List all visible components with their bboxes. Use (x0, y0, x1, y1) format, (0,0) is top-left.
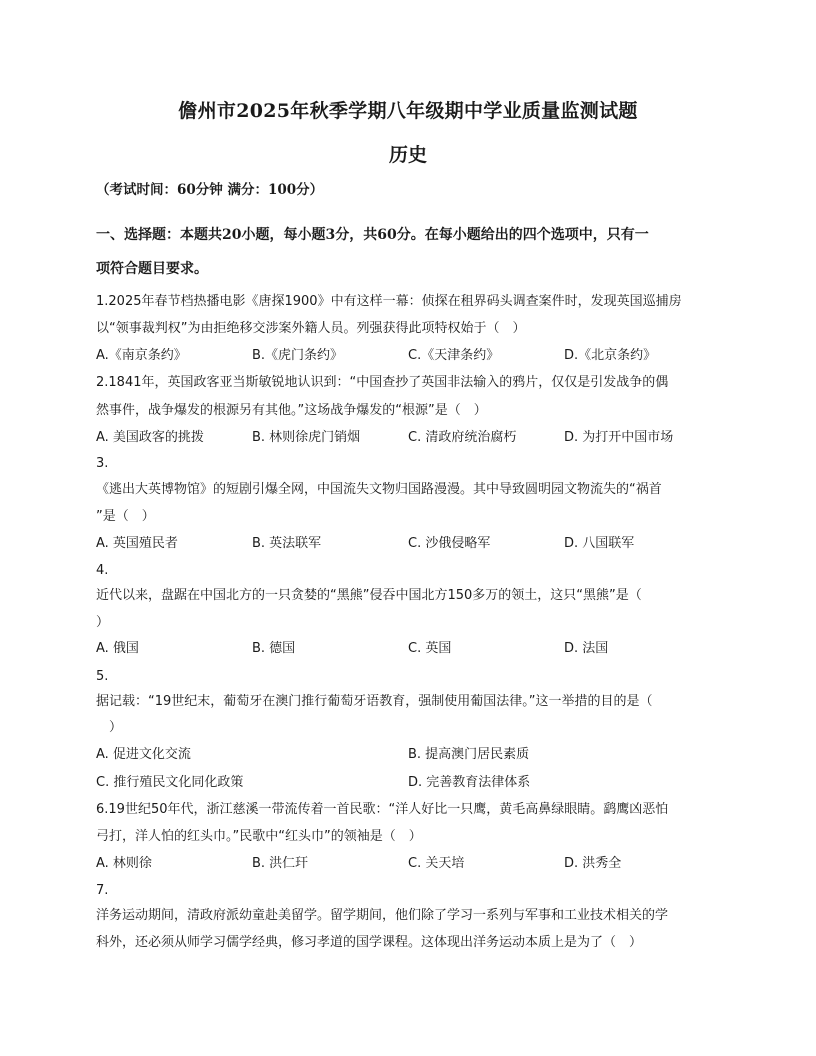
q2-option-c: C. 清政府统治腐朽 (408, 430, 517, 445)
q6-stem-line2: 弓打，洋人怕的红头巾。”民歌中“红头巾”的领袖是（ ） (96, 829, 422, 844)
exam-info: （考试时间：60分钟 满分：100分） (96, 182, 324, 198)
q2-option-b: B. 林则徐虎门销烟 (252, 430, 361, 445)
q5-number: 5. (96, 669, 109, 684)
q4-option-d: D. 法国 (564, 641, 609, 656)
q6-option-b: B. 洪仁玕 (252, 856, 309, 871)
q6-option-a: A. 林则徐 (96, 856, 152, 871)
section-heading-line2: 项符合题目要求。 (96, 261, 208, 277)
q3-option-a: A. 英国殖民者 (96, 536, 178, 551)
q3-number: 3. (96, 456, 109, 471)
q6-options (96, 855, 736, 873)
q1-options (96, 347, 736, 365)
exam-title: 儋州市2025年秋季学期八年级期中学业质量监测试题 (178, 100, 638, 122)
q4-number: 4. (96, 563, 109, 578)
q1-option-c: C.《天津条约》 (408, 348, 500, 363)
q7-stem-line2: 科外，还必须从师学习儒学经典，修习孝道的国学课程。这体现出洋务运动本质上是为了（ ） (96, 935, 643, 950)
q4-stem-line2: ） (96, 615, 110, 630)
q1-option-a: A.《南京条约》 (96, 348, 187, 363)
q3-option-c: C. 沙俄侵略军 (408, 536, 491, 551)
q1-option-d: D.《北京条约》 (564, 348, 657, 363)
q3-stem-line2: ”是（ ） (96, 509, 155, 524)
exam-subject: 历史 (388, 144, 427, 166)
q4-option-b: B. 德国 (252, 641, 296, 656)
q5-options-row1 (96, 746, 736, 764)
q5-option-b: B. 提高澳门居民素质 (408, 747, 530, 762)
q3-options (96, 535, 736, 553)
q1-option-b: B.《虎门条约》 (252, 348, 344, 363)
q5-option-d: D. 完善教育法律体系 (408, 775, 531, 790)
q4-option-c: C. 英国 (408, 641, 452, 656)
q3-option-d: D. 八国联军 (564, 536, 635, 551)
q1-stem-line2: 以“领事裁判权”为由拒绝移交涉案外籍人员。列强获得此项特权始于（ ） (96, 321, 526, 336)
q5-options-row2 (96, 774, 736, 792)
q7-number: 7. (96, 883, 109, 898)
q6-stem-line1: 6.19世纪50年代，浙江慈溪一带流传着一首民歌：“洋人好比一只鹰，黄毛高鼻绿眼睛。鹞鹰凶恶怕 (96, 802, 669, 817)
q4-stem-line1: 近代以来，盘踞在中国北方的一只贪婪的“黑熊”侵吞中国北方150多万的领土，这只“黑熊”是（ (96, 588, 642, 603)
q4-options (96, 640, 736, 658)
q2-option-d: D. 为打开中国市场 (564, 430, 674, 445)
q3-option-b: B. 英法联军 (252, 536, 322, 551)
q2-option-a: A. 美国政客的挑拨 (96, 430, 204, 445)
q5-stem-line1: 据记载：“19世纪末，葡萄牙在澳门推行葡萄牙语教育，强制使用葡国法律。”这一举措的目的是（ (96, 694, 653, 709)
q4-option-a: A. 俄国 (96, 641, 139, 656)
q3-stem-line1: 《逃出大英博物馆》的短剧引爆全网，中国流失文物归国路漫漫。其中导致圆明园文物流失的“祸首 (96, 482, 662, 497)
q2-stem-line1: 2.1841年，英国政客亚当斯敏锐地认识到：“中国查抄了英国非法输入的鸦片，仅仅是引发战争的偶 (96, 375, 669, 390)
section-heading-line1: 一、选择题：本题共20小题，每小题3分，共60分。在每小题给出的四个选项中，只有一 (96, 227, 649, 243)
q5-option-c: C. 推行殖民文化同化政策 (96, 775, 244, 790)
q5-stem-line2: ） (96, 720, 123, 735)
q7-stem-line1: 洋务运动期间，清政府派幼童赴美留学。留学期间，他们除了学习一系列与军事和工业技术相关的学 (96, 908, 669, 923)
q6-option-c: C. 关天培 (408, 856, 465, 871)
q2-options (96, 429, 736, 447)
q2-stem-line2: 然事件，战争爆发的根源另有其他。”这场战争爆发的“根源”是（ ） (96, 403, 487, 418)
q6-option-d: D. 洪秀全 (564, 856, 622, 871)
q5-option-a: A. 促进文化交流 (96, 747, 191, 762)
q1-stem-line1: 1.2025年春节档热播电影《唐探1900》中有这样一幕：侦探在租界码头调查案件时，发现英国巡捕房 (96, 294, 682, 309)
